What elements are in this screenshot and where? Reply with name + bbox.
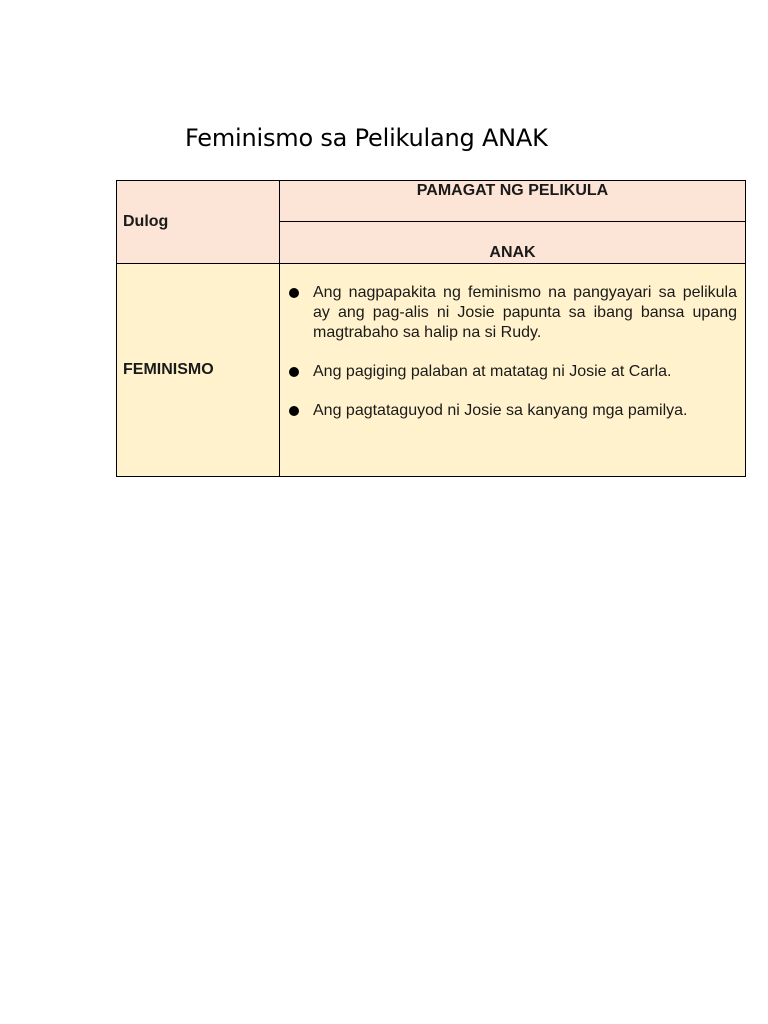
- bullet-icon: [289, 288, 299, 298]
- points-list: [288, 283, 737, 421]
- film-title-cell: [280, 222, 746, 264]
- pamagat-header-cell: [280, 181, 746, 222]
- bullet-icon: [289, 406, 299, 416]
- bullet-icon: [289, 367, 299, 377]
- list-item: [288, 401, 737, 421]
- row-label-cell: [117, 264, 280, 477]
- point-text: Ang nagpapakita ng feminismo na pangyayari sa pelikula ay ang pag-alis ni Josie papunta sa ibang bansa upang magtrabaho sa halip na si Rudy.: [313, 284, 737, 341]
- row-label: FEMINISMO: [123, 361, 214, 378]
- list-item: [288, 362, 737, 382]
- point-text: Ang pagtataguyod ni Josie sa kanyang mga pamilya.: [313, 402, 688, 419]
- film-analysis-table: [116, 180, 746, 477]
- dulog-label: Dulog: [123, 213, 169, 230]
- table-header-row: [117, 181, 746, 222]
- film-title: ANAK: [489, 244, 536, 261]
- pamagat-label: PAMAGAT NG PELIKULA: [416, 182, 609, 199]
- document-title: Feminismo sa Pelikulang ANAK: [185, 124, 548, 152]
- dulog-header-cell: [117, 181, 280, 264]
- point-text: Ang pagiging palaban at matatag ni Josie at Carla.: [313, 363, 672, 380]
- list-item: [288, 283, 737, 343]
- table-row: [117, 264, 746, 477]
- points-cell: [280, 264, 746, 477]
